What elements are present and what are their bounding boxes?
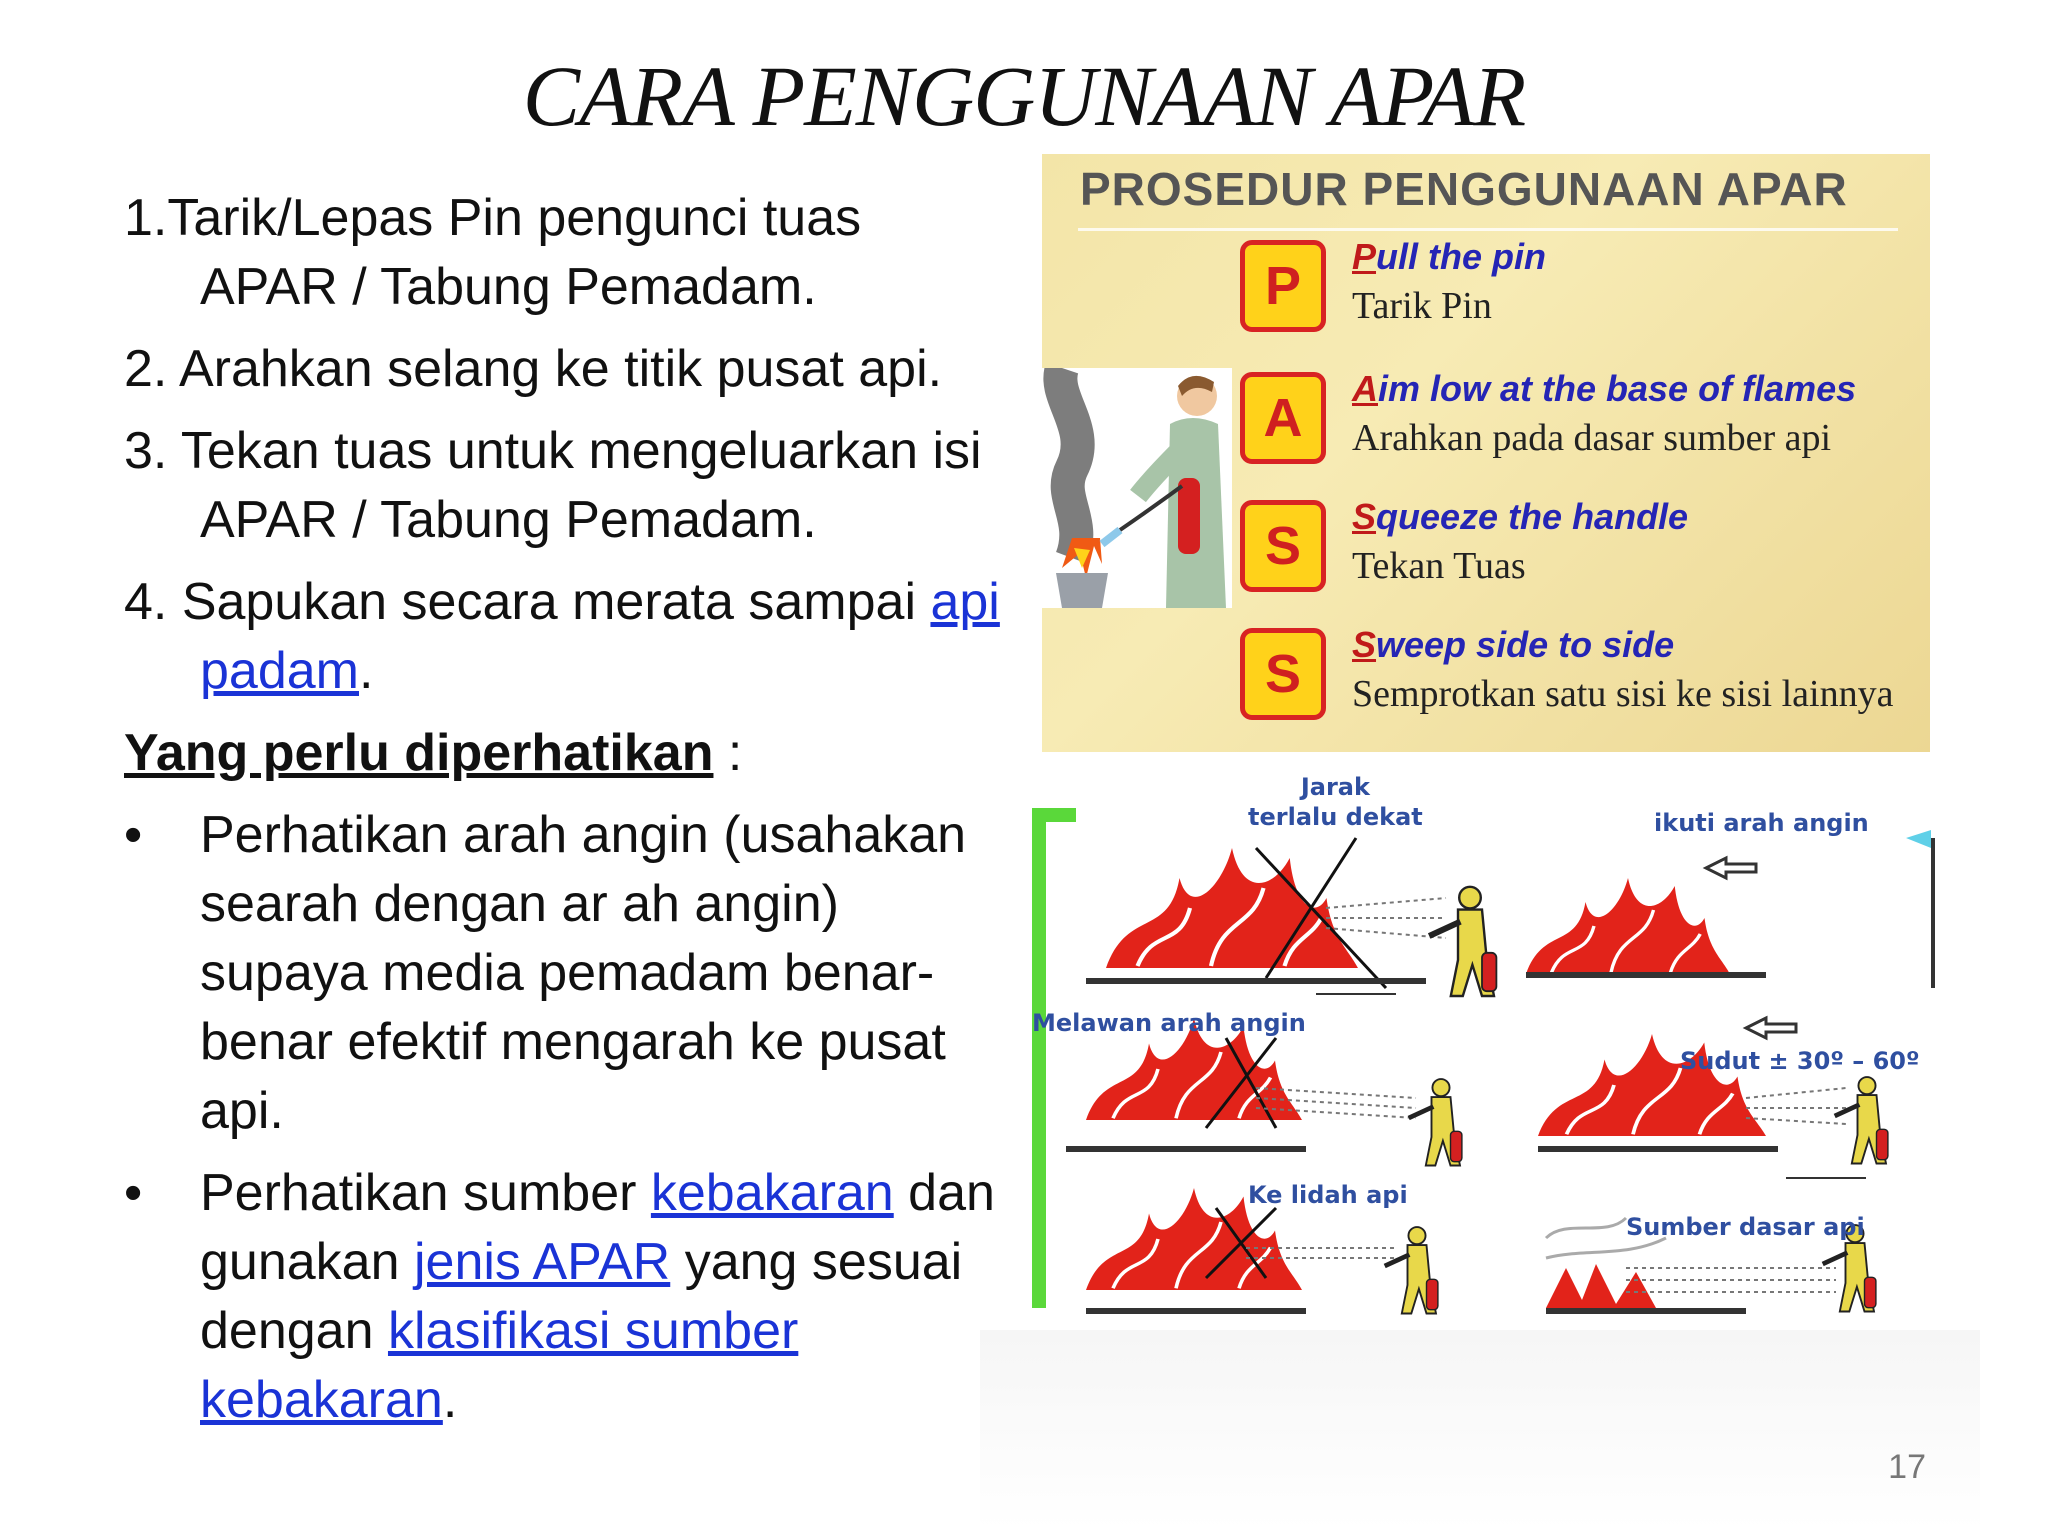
pass-english: Squeeze the handle [1352,496,1689,537]
link-jenis-apar[interactable]: jenis APAR [413,1233,671,1291]
step-4: 4. Sapukan secara merata sampai api padam. [124,573,1000,700]
letter-box-a: A [1240,372,1326,464]
letter-box-s: S [1240,500,1326,592]
pass-title: PROSEDUR PENGGUNAAN APAR [1080,163,1848,215]
bullet-icon: • [124,1164,143,1222]
label-fire-base: Sumber dasar api [1626,1213,1865,1241]
letter-box-s: S [1240,628,1326,720]
step-2: 2. Arahkan selang ke titik pusat api. [124,340,943,398]
pass-english: Aim low at the base of flames [1352,368,1857,409]
pass-english: Sweep side to side [1352,624,1675,665]
page-number: 17 [1888,1448,1926,1486]
pass-row-squeeze [1240,496,1920,600]
pass-indonesian: Tarik Pin [1352,285,1492,327]
label-flame-tip: Ke lidah api [1248,1181,1408,1209]
pass-row-aim [1240,368,1920,472]
extinguisher-person-illustration [1042,368,1232,608]
link-api-padam[interactable]: api padam [200,573,1000,700]
notes-heading: Yang perlu diperhatikan [124,724,714,782]
bullet-icon: • [124,806,143,864]
step-3: 3. Tekan tuas untuk mengeluarkan isi APAR / Tabung Pemadam. [124,422,982,549]
pass-indonesian: Tekan Tuas [1352,545,1526,587]
pass-row-sweep [1240,624,1920,728]
notes-heading-line: Yang perlu diperhatikan : [124,724,743,782]
note-item-wind [124,801,1004,1146]
pass-indonesian: Arahkan pada dasar sumber api [1352,417,1832,459]
label-angle: Sudut ± 30º – 60º [1680,1047,1920,1075]
extinguishing-technique-diagram [1026,768,1964,1332]
pass-english: Pull the pin [1352,236,1546,277]
label-too-close: Jarak terlalu dekat [1248,773,1423,831]
pass-procedure-image [1042,154,1930,752]
note-item-source [124,1159,1004,1435]
note-text: Perhatikan arah angin (usahakan searah dengan ar ah angin) supaya media pemadam benar-benar efektif mengarah ke pusat api. [200,806,967,1140]
background-fade [980,1330,1980,1530]
slide-title: CARA PENGGUNAAN APAR [522,48,1526,144]
pass-row-pull [1240,236,1920,340]
label-against-wind: Melawan arah angin [1032,1009,1306,1037]
link-kebakaran[interactable]: kebakaran [650,1164,894,1222]
link-klasifikasi[interactable]: klasifikasi sumber kebakaran [200,1302,799,1429]
pass-indonesian: Semprotkan satu sisi ke sisi lainnya [1352,673,1894,715]
divider [1078,228,1898,231]
note-text: Perhatikan sumber kebakaran dan gunakan jenis APAR yang sesuai dengan klasifikasi sumber kebakaran. [200,1164,995,1429]
letter-box-p: P [1240,240,1326,332]
instructions-text [124,184,1004,1448]
step-1: 1.Tarik/Lepas Pin pengunci tuas APAR / Tabung Pemadam. [124,189,862,316]
label-follow-wind: ikuti arah angin [1654,809,1869,837]
